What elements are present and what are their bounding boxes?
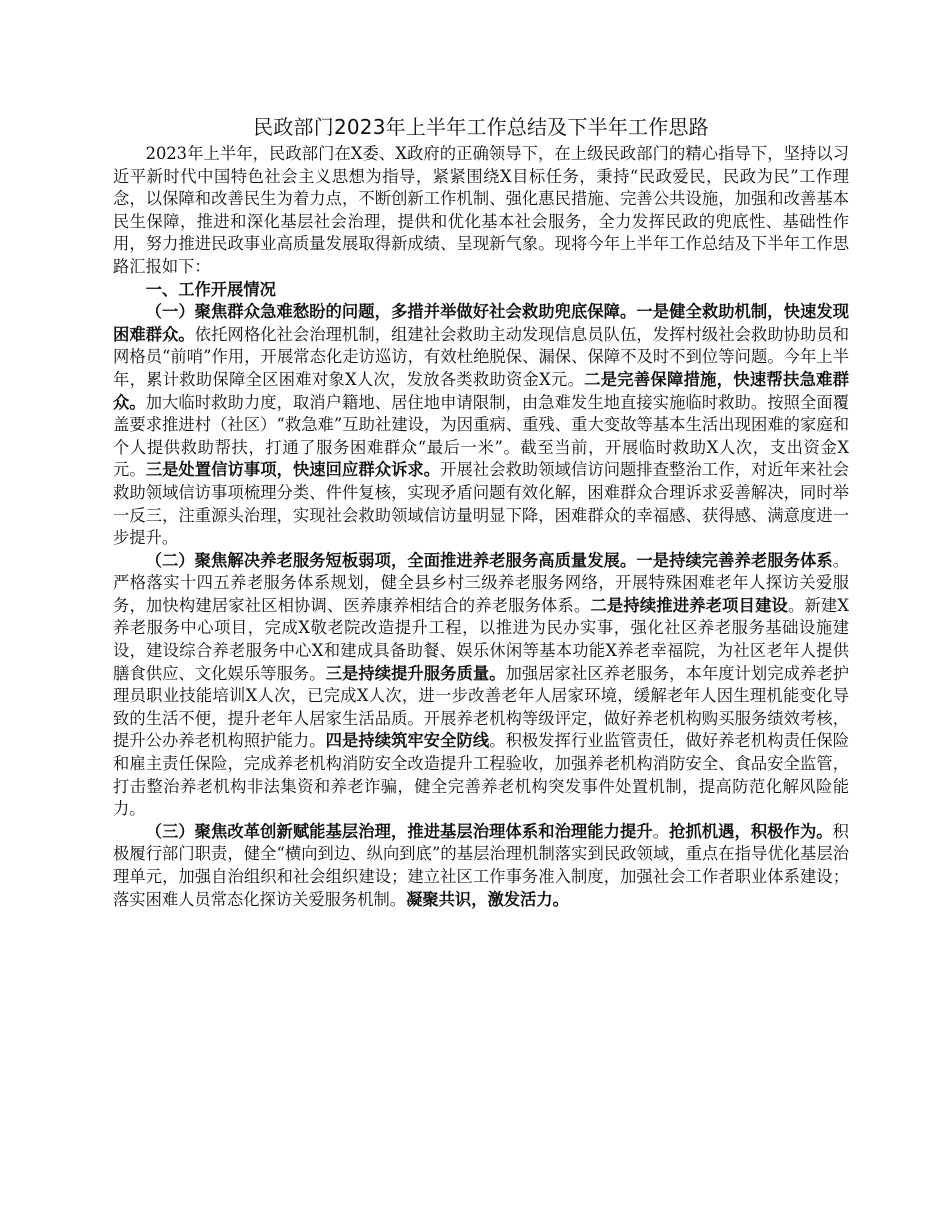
- document-title: 民政部门2023年上半年工作总结及下半年工作思路: [253, 115, 709, 139]
- point-text: 加强居家社区养老服务，本年度计划完成养老护理员职业技能培训X人次，已完成X人次，进一步改善老年人居家环境，缓解老年人因生理机能变化导致的生活不便，提升老年人居家生活品质。开展养老机构等级评定，做好养老机构购买服务绩效考核，提升公办养老机构照护能力。: [113, 663, 849, 751]
- subsection-heading-social-assistance: （一）聚焦群众急难愁盼的问题，多措并举做好社会救助兜底保障。: [145, 302, 637, 322]
- point-heading: 凝聚共识，激发活力。: [406, 889, 569, 909]
- paragraph-elderly-care: [113, 550, 849, 821]
- subsection-heading-elderly-care: （二）聚焦解决养老服务短板弱项，全面推进养老服务高质量发展。: [145, 550, 637, 570]
- subsection-heading-grassroots-governance: （三）聚焦改革创新赋能基层治理，推进基层治理体系和治理能力提升: [145, 821, 653, 841]
- point-heading: 一是持续完善养老服务体系: [636, 550, 833, 570]
- point-heading: 四是持续筑牢安全防线: [325, 731, 490, 751]
- document-page: [113, 112, 849, 911]
- point-heading: 三是持续提升服务质量。: [325, 663, 506, 683]
- point-heading: 二是完善保障措施，快速帮扶急难群众。: [113, 369, 849, 412]
- point-heading: 一是健全救助机制，快速发现困难群众。: [113, 302, 849, 344]
- point-text: 依托网格化社会治理机制，组建社会救助主动发现信息员队伍，发挥村级社会救助协助员和网格员“前哨”作用，开展常态化走访巡访，有效杜绝脱保、漏保、保障不及时不到位等问题。今年上半年，累计救助保障全区困难对象X人次，发放各类救助资金X元。: [113, 324, 849, 389]
- point-text: 积极履行部门职责，健全“横向到边、纵向到底”的基层治理机制落实到民政领域，重点在指导优化基层治理单元，加强自治组织和社会组织建设；建立社区工作事务准入制度，加强社会工作者职业体系建设；落实困难人员常态化探访关爱服务机制。: [113, 821, 849, 909]
- point-text: 。严格落实十四五养老服务体系规划，健全县乡村三级养老服务网络，开展特殊困难老年人探访关爱服务，加快构建居家社区相协调、医养康养相结合的养老服务体系。: [113, 550, 849, 615]
- intro-paragraph: 2023年上半年，民政部门在X委、X政府的正确领导下，在上级民政部门的精心指导下，坚持以习近平新时代中国特色社会主义思想为指导，紧紧围绕X目标任务，秉持“民政爱民，民政为民”工作理念，以保障和改善民生为着力点，不断创新工作机制、强化惠民措施、完善公共设施，加强和改善基本民生保障，推进和深化基层社会治理，提供和优化基本社会服务，全力发挥民政的兜底性、基础性作用，努力推进民政事业高质量发展取得新成绩、呈现新气象。现将今年上半年工作总结及下半年工作思路汇报如下：: [113, 144, 849, 276]
- paragraph-grassroots-governance: [113, 821, 849, 911]
- point-text: 加大临时救助力度，取消户籍地、居住地申请限制，由急难发生地直接实施临时救助。按照全面覆盖要求推进村（社区）“救急难”互助社建设，为因重病、重残、重大变故等基本生活出现困难的家庭和个人提供救助帮扶，打通了服务困难群众“最后一米”。截至当前，开展临时救助X人次，支出资金X元。: [113, 392, 849, 480]
- point-text: 。: [652, 821, 670, 841]
- point-heading: 抢抓机遇，积极作为。: [669, 821, 833, 841]
- point-text: 。积极发挥行业监管责任，做好养老机构责任保险和雇主责任保险，完成养老机构消防安全改造提升工程验收，加强养老机构消防安全、食品安全监管，打击整治养老机构非法集资和养老诈骗，健全完善养老机构突发事件处置机制，提高防范化解风险能力。: [113, 731, 849, 819]
- paragraph-social-assistance: [113, 301, 849, 550]
- point-heading: 三是处置信访事项，快速回应群众诉求。: [145, 460, 441, 480]
- point-text: 开展社会救助领域信访问题排查整治工作，对近年来社会救助领域信访事项梳理分类、件件复核，实现矛盾问题有效化解，困难群众合理诉求妥善解决，同时举一反三，注重源头治理，实现社会救助领域信访量明显下降，困难群众的幸福感、获得感、满意度进一步提升。: [113, 460, 849, 548]
- section-heading-work-status: 一、工作开展情况: [145, 279, 276, 299]
- point-text: 。新建X养老服务中心项目，完成X敬老院改造提升工程，以推进为民办实事，强化社区养老服务基础设施建设，建设综合养老服务中心X和建成具备助餐、娱乐休闲等基本功能X养老幸福院，为社区老年人提供膳食供应、文化娱乐等服务。: [113, 595, 849, 683]
- point-heading: 二是持续推进养老项目建设: [590, 595, 788, 615]
